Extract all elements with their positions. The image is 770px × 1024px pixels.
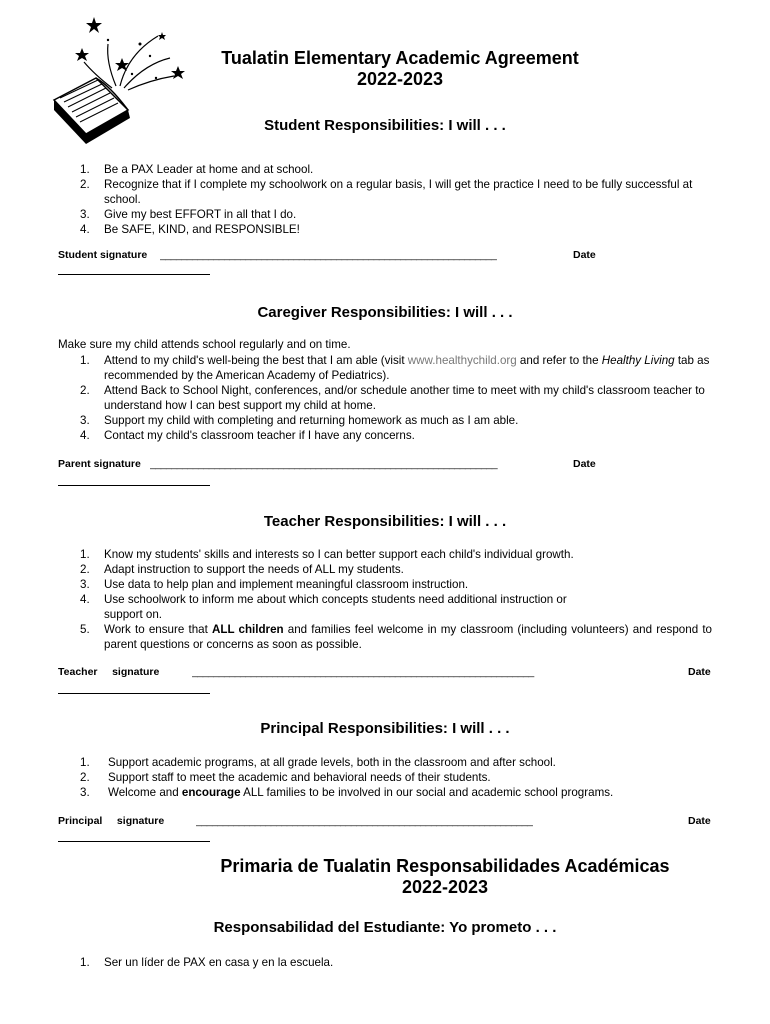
- principal-signature-row: [58, 815, 712, 829]
- teacher-signature-label: Teacher signature: [58, 666, 160, 678]
- list-item: 1. Support academic programs, at all grade levels, both in the classroom and after school.: [80, 756, 556, 769]
- principal-date-label: Date: [688, 815, 711, 827]
- title-line-1: Tualatin Elementary Academic Agreement: [221, 48, 579, 68]
- student-date-label: Date: [573, 249, 596, 261]
- spanish-heading: Responsabilidad del Estudiante: Yo prometo . . .: [213, 919, 557, 936]
- list-item: 1. Know my students' skills and interests so I can better support each child's individual growth.: [80, 548, 574, 561]
- document-title: [200, 48, 600, 90]
- list-item: 3. Give my best EFFORT in all that I do.: [80, 208, 297, 221]
- list-item: 1. Attend to my child's well-being the best that I am able (visit www.healthychild.org and refer to the Healthy Living tab as recommended by the American Academy of Pediatrics).: [80, 354, 710, 382]
- spanish-title-line-1: Primaria de Tualatin Responsabilidades Académicas: [220, 856, 670, 876]
- teacher-signature-row: [58, 666, 712, 680]
- teacher-signature-line[interactable]: ________________________________________________________________: [192, 666, 534, 678]
- principal-signature-label: Principal signature: [58, 815, 165, 827]
- list-item: 3. Use data to help plan and implement meaningful classroom instruction.: [80, 578, 469, 591]
- student-signature-line[interactable]: _______________________________________________________________: [160, 249, 497, 261]
- healthychild-link[interactable]: www.healthychild.org: [407, 354, 517, 367]
- parent-signature-row: [58, 458, 712, 472]
- principal-heading: Principal Responsibilities: I will . . .: [260, 720, 510, 737]
- title-line-2: 2022-2023: [356, 69, 444, 89]
- principal-signature-line[interactable]: _______________________________________________________________: [196, 815, 533, 827]
- student-signature-label: Student signature: [58, 249, 148, 261]
- principal-date-line[interactable]: [58, 840, 210, 842]
- teacher-date-line[interactable]: [58, 692, 210, 694]
- teacher-date-label: Date: [688, 666, 711, 678]
- student-heading: Student Responsibilities: I will . . .: [264, 117, 506, 134]
- list-item: 4. Use schoolwork to inform me about which concepts students need additional instruction or support on.: [80, 593, 567, 621]
- student-signature-row: [58, 249, 712, 263]
- spanish-list: [58, 955, 718, 970]
- student-date-line[interactable]: [58, 273, 210, 275]
- list-item: 5. Work to ensure that ALL children and families feel welcome in my classroom (including volunteers) and respond to parent questions or concerns as soon as possible.: [80, 623, 712, 651]
- caregiver-list: [58, 353, 718, 443]
- list-item: 4. Contact my child's classroom teacher if I have any concerns.: [80, 429, 415, 442]
- teacher-heading: Teacher Responsibilities: I will . . .: [263, 513, 507, 530]
- list-item: 4. Be SAFE, KIND, and RESPONSIBLE!: [80, 223, 300, 236]
- parent-date-line[interactable]: [58, 484, 210, 486]
- principal-list: [58, 755, 718, 800]
- teacher-list: [58, 547, 712, 652]
- caregiver-heading: Caregiver Responsibilities: I will . . .: [257, 304, 513, 321]
- list-item: 1. Ser un líder de PAX en casa y en la escuela.: [80, 956, 334, 969]
- parent-signature-label: Parent signature: [58, 458, 141, 470]
- parent-date-label: Date: [573, 458, 596, 470]
- parent-signature-line[interactable]: _________________________________________________________________: [150, 458, 498, 470]
- student-list: [58, 162, 718, 237]
- list-item: 2. Attend Back to School Night, conferences, and/or schedule another time to meet with my child's classroom teacher to understand how I can best support my child at home.: [80, 384, 705, 412]
- list-item: 3. Welcome and encourage ALL families to be involved in our social and academic school programs.: [80, 786, 614, 799]
- spanish-title: [170, 856, 720, 898]
- list-item: 2. Support staff to meet the academic and behavioral needs of their students.: [80, 771, 491, 784]
- spanish-title-line-2: 2022-2023: [401, 877, 489, 897]
- list-item: 1. Be a PAX Leader at home and at school.: [80, 163, 314, 176]
- list-item: 3. Support my child with completing and returning homework as much as I am able.: [80, 414, 519, 427]
- list-item: 2. Adapt instruction to support the needs of ALL my students.: [80, 563, 404, 576]
- list-item: 2. Recognize that if I complete my schoolwork on a regular basis, I will get the practice I need to be fully successful at school.: [80, 178, 693, 206]
- caregiver-intro: Make sure my child attends school regularly and on time.: [58, 338, 351, 351]
